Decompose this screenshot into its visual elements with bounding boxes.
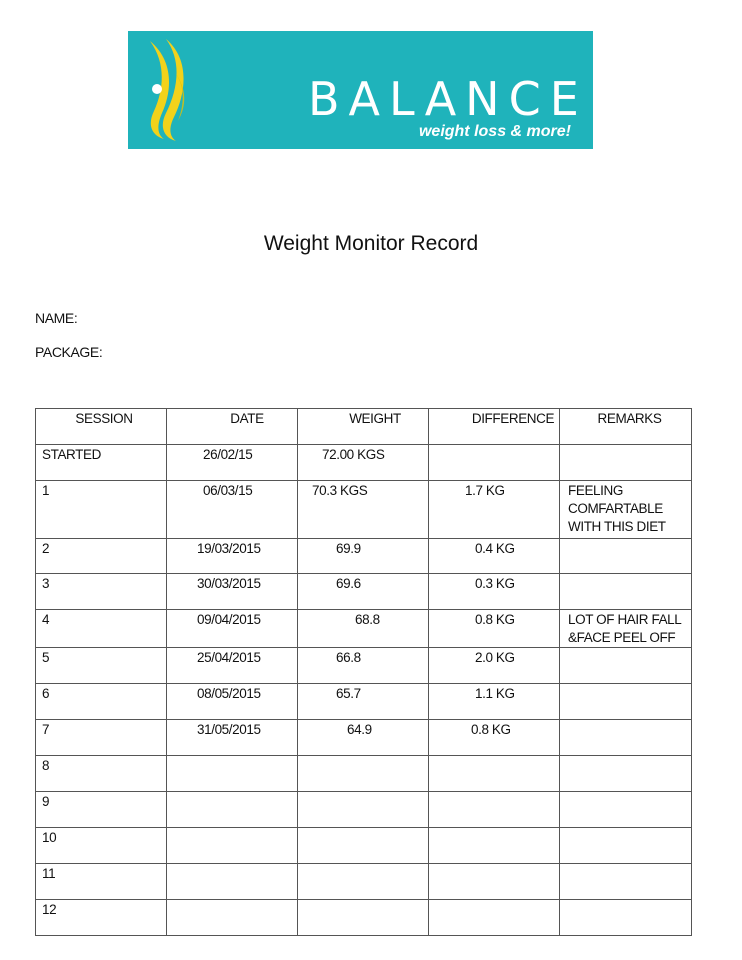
table-row xyxy=(36,720,692,756)
package-label: PACKAGE: xyxy=(35,344,103,360)
cell-difference: 0.8 KG xyxy=(429,720,560,756)
table-row xyxy=(36,900,692,936)
cell-remarks xyxy=(560,574,692,610)
cell-date: 06/03/15 xyxy=(167,481,298,539)
cell-date: 08/05/2015 xyxy=(167,684,298,720)
cell-session: 6 xyxy=(36,684,167,720)
cell-remarks: FEELING COMFARTABLE WITH THIS DIET xyxy=(560,481,692,539)
cell-difference: 0.4 KG xyxy=(429,539,560,574)
table-row xyxy=(36,684,692,720)
weight-record-table xyxy=(35,408,692,936)
cell-remarks xyxy=(560,684,692,720)
cell-difference: 1.1 KG xyxy=(429,684,560,720)
header-cell-session: SESSION xyxy=(36,409,167,445)
header-cell-date: DATE xyxy=(167,409,298,445)
table-row xyxy=(36,539,692,574)
cell-date xyxy=(167,828,298,864)
cell-remarks xyxy=(560,539,692,574)
cell-date xyxy=(167,900,298,936)
cell-weight: 66.8 xyxy=(298,648,429,684)
cell-difference xyxy=(429,828,560,864)
cell-weight: 64.9 xyxy=(298,720,429,756)
cell-session: 7 xyxy=(36,720,167,756)
cell-remarks xyxy=(560,756,692,792)
cell-session: 8 xyxy=(36,756,167,792)
cell-weight xyxy=(298,792,429,828)
cell-date: 09/04/2015 xyxy=(167,610,298,648)
cell-session: 9 xyxy=(36,792,167,828)
cell-session: 10 xyxy=(36,828,167,864)
cell-remarks xyxy=(560,720,692,756)
cell-date: 25/04/2015 xyxy=(167,648,298,684)
cell-weight: 70.3 KGS xyxy=(298,481,429,539)
page-title: Weight Monitor Record xyxy=(263,232,479,255)
logo-wordmark: BALANCE xyxy=(308,72,588,126)
cell-remarks xyxy=(560,648,692,684)
cell-session: 5 xyxy=(36,648,167,684)
table-row xyxy=(36,828,692,864)
cell-session: 11 xyxy=(36,864,167,900)
cell-difference xyxy=(429,445,560,481)
cell-date xyxy=(167,864,298,900)
header-cell-difference: DIFFERENCE xyxy=(429,409,560,445)
cell-session: 3 xyxy=(36,574,167,610)
cell-difference: 1.7 KG xyxy=(429,481,560,539)
table-row xyxy=(36,864,692,900)
cell-date: 19/03/2015 xyxy=(167,539,298,574)
cell-difference xyxy=(429,900,560,936)
header-cell-remarks: REMARKS xyxy=(560,409,692,445)
cell-weight: 65.7 xyxy=(298,684,429,720)
cell-weight xyxy=(298,900,429,936)
table-row xyxy=(36,481,692,539)
cell-session: 1 xyxy=(36,481,167,539)
cell-date xyxy=(167,792,298,828)
cell-weight: 69.9 xyxy=(298,539,429,574)
logo-tagline: weight loss & more! xyxy=(418,123,571,140)
table-row xyxy=(36,574,692,610)
cell-weight: 72.00 KGS xyxy=(298,445,429,481)
table-row xyxy=(36,756,692,792)
cell-date: 31/05/2015 xyxy=(167,720,298,756)
cell-difference: 0.8 KG xyxy=(429,610,560,648)
cell-remarks xyxy=(560,864,692,900)
cell-weight: 68.8 xyxy=(298,610,429,648)
cell-date: 30/03/2015 xyxy=(167,574,298,610)
cell-session: 12 xyxy=(36,900,167,936)
table-row xyxy=(36,445,692,481)
cell-date xyxy=(167,756,298,792)
header-cell-weight: WEIGHT xyxy=(298,409,429,445)
cell-remarks xyxy=(560,828,692,864)
cell-remarks: LOT OF HAIR FALL &FACE PEEL OFF xyxy=(560,610,692,648)
table-row xyxy=(36,648,692,684)
cell-difference xyxy=(429,864,560,900)
cell-weight xyxy=(298,756,429,792)
cell-remarks xyxy=(560,792,692,828)
cell-remarks xyxy=(560,900,692,936)
table-header-row xyxy=(36,409,692,445)
cell-session: STARTED xyxy=(36,445,167,481)
table-row xyxy=(36,792,692,828)
cell-difference: 2.0 KG xyxy=(429,648,560,684)
cell-remarks xyxy=(560,445,692,481)
cell-weight: 69.6 xyxy=(298,574,429,610)
cell-weight xyxy=(298,828,429,864)
table-row xyxy=(36,610,692,648)
name-label: NAME: xyxy=(35,310,78,326)
cell-weight xyxy=(298,864,429,900)
balance-logo xyxy=(128,31,593,149)
cell-session: 4 xyxy=(36,610,167,648)
cell-difference: 0.3 KG xyxy=(429,574,560,610)
cell-session: 2 xyxy=(36,539,167,574)
cell-difference xyxy=(429,756,560,792)
cell-date: 26/02/15 xyxy=(167,445,298,481)
cell-difference xyxy=(429,792,560,828)
